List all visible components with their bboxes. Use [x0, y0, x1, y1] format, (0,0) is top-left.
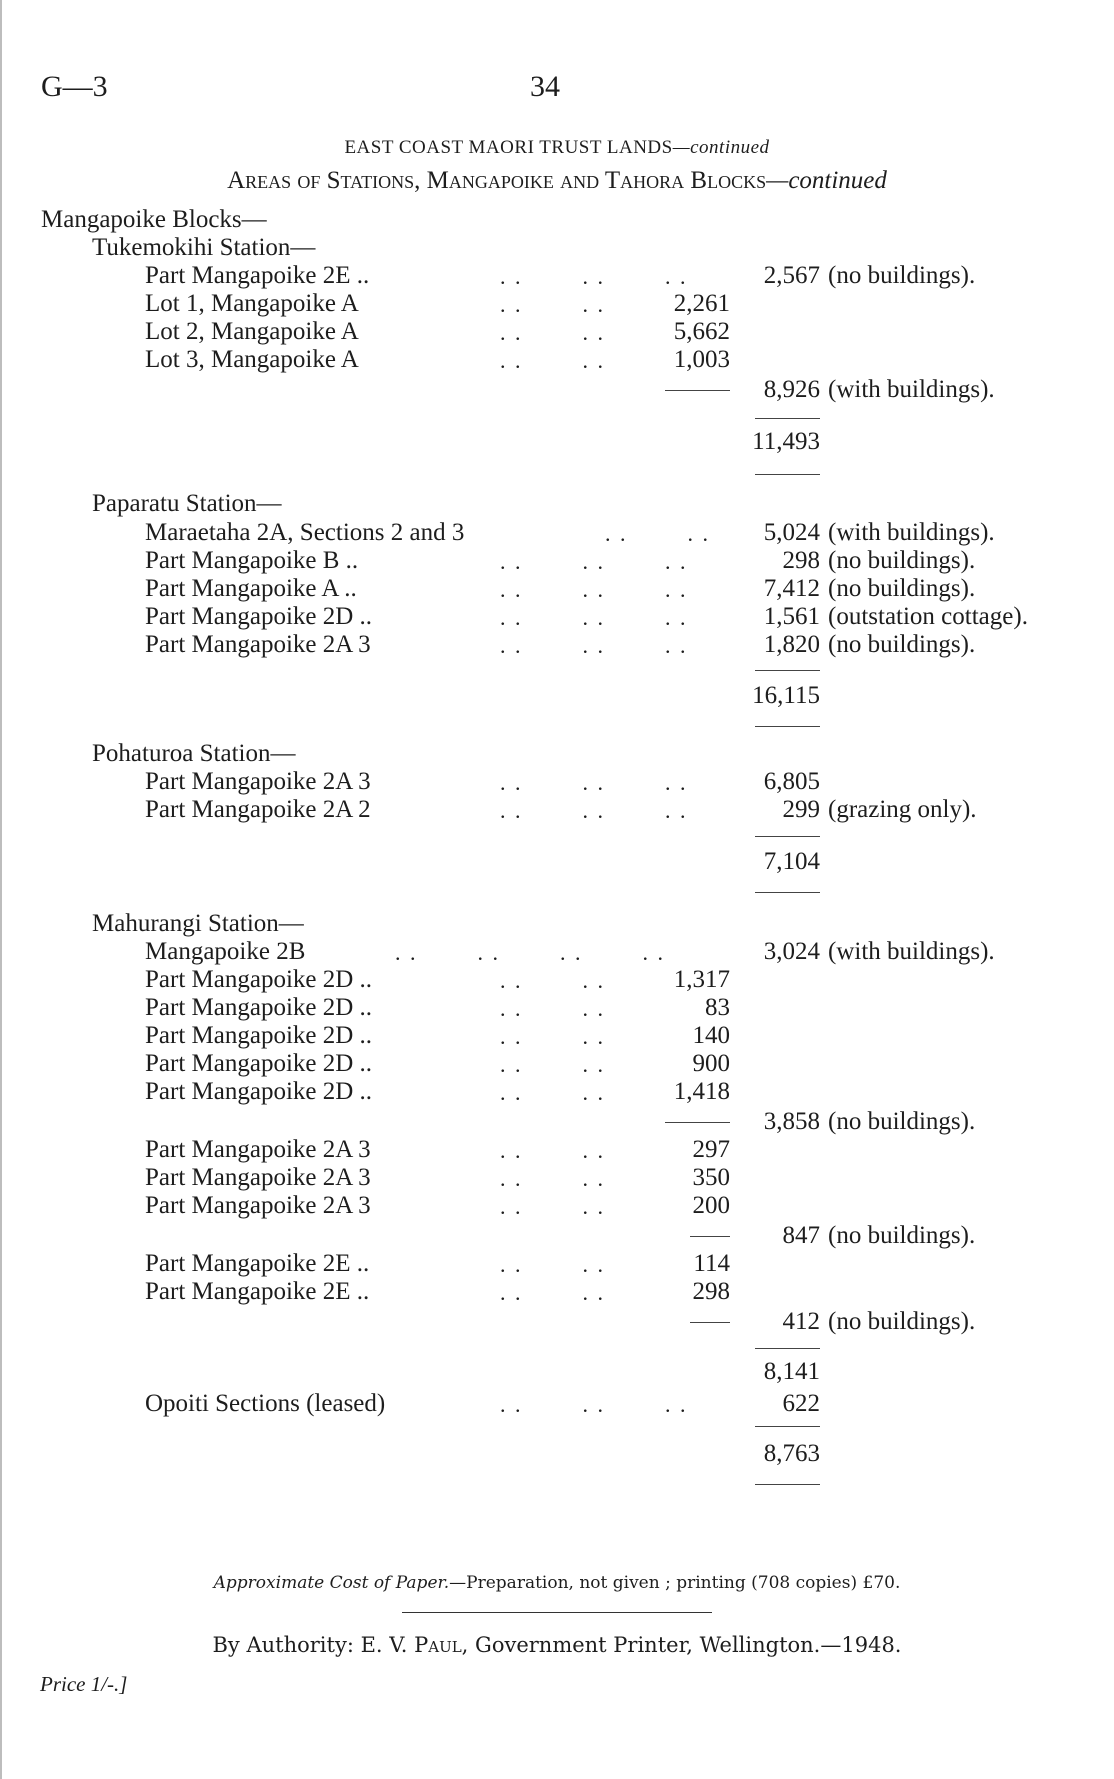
subtotal-note: (no buildings). [828, 1222, 976, 1249]
row-label: Part Mangapoike 2A 3 [145, 1192, 371, 1219]
area-note: (no buildings). [828, 631, 976, 658]
area-value: 83 [705, 994, 730, 1021]
sum-rule [755, 892, 820, 893]
station-total: 16,115 [752, 682, 820, 709]
area-value: 1,561 [763, 603, 820, 630]
sum-rule [755, 1484, 820, 1485]
row-label: Part Mangapoike 2A 3 [145, 1136, 371, 1163]
area-note: (grazing only). [828, 796, 977, 823]
sum-rule [755, 726, 820, 727]
leader-dots: . . . . . . [500, 770, 688, 795]
area-value: 7,412 [763, 575, 820, 602]
sub-title: Areas of Stations, Mangapoike and Tahora Blocks—continued [227, 167, 887, 194]
page-reference: G—3 [41, 70, 108, 103]
sum-rule [665, 1122, 730, 1123]
leader-dots: . . . . [500, 968, 605, 993]
area-value: 2,567 [763, 262, 820, 289]
leader-dots: . . . . [500, 1280, 605, 1305]
grand-total: 8,763 [763, 1440, 820, 1467]
leader-dots: . . . . [500, 1138, 605, 1163]
leader-dots: . . . . [500, 996, 605, 1021]
area-value: 5,024 [763, 519, 820, 546]
station-name: Tukemokihi Station— [92, 234, 316, 261]
area-note: (outstation cottage). [828, 603, 1028, 630]
area-value: 900 [692, 1050, 730, 1077]
row-label: Lot 1, Mangapoike A [145, 290, 359, 317]
leader-dots: . . . . . . [500, 798, 688, 823]
row-label: Part Mangapoike 2A 3 [145, 1164, 371, 1191]
subtotal-value: 8,926 [763, 376, 820, 403]
area-note: (with buildings). [828, 938, 995, 965]
subtotal-note: (no buildings). [828, 1108, 976, 1135]
sum-rule [690, 1236, 730, 1237]
sum-rule [755, 836, 820, 837]
leader-dots: . . . . [500, 1194, 605, 1219]
subtotal-value: 3,858 [763, 1108, 820, 1135]
row-label: Part Mangapoike 2D .. [145, 1022, 373, 1049]
leader-dots: . . . . . . [500, 549, 688, 574]
row-label: Lot 2, Mangapoike A [145, 318, 359, 345]
leader-dots: . . . . [500, 1080, 605, 1105]
row-label: Opoiti Sections (leased) [145, 1390, 386, 1417]
area-note: (with buildings). [828, 519, 995, 546]
leader-dots: . . . . . . [500, 577, 688, 602]
leader-dots: . . . . . . . . [395, 940, 665, 965]
station-total: 7,104 [763, 848, 820, 875]
leader-dots: . . . . [500, 1166, 605, 1191]
row-label: Part Mangapoike 2D .. [145, 603, 373, 630]
row-label: Part Mangapoike 2E .. [145, 1278, 370, 1305]
row-label: Part Mangapoike 2D .. [145, 1078, 373, 1105]
leader-dots: . . . . [500, 348, 605, 373]
station-name: Pohaturoa Station— [92, 740, 296, 767]
subtotal-note: (no buildings). [828, 1308, 976, 1335]
row-label: Part Mangapoike 2D .. [145, 966, 373, 993]
row-label: Part Mangapoike 2D .. [145, 994, 373, 1021]
leader-dots: . . . . . . [500, 605, 688, 630]
sum-rule [755, 1348, 820, 1349]
sum-rule [690, 1322, 730, 1323]
area-value: 297 [692, 1136, 730, 1163]
row-label: Maraetaha 2A, Sections 2 and 3 [145, 519, 465, 546]
leader-dots: . . . . [500, 320, 605, 345]
area-value: 1,820 [763, 631, 820, 658]
area-value: 6,805 [763, 768, 820, 795]
footer-rule [402, 1612, 712, 1613]
station-name: Paparatu Station— [92, 490, 282, 517]
row-label: Part Mangapoike 2A 3 [145, 768, 371, 795]
subtotal-value: 847 [782, 1222, 820, 1249]
station-name: Mahurangi Station— [92, 910, 304, 937]
area-value: 200 [692, 1192, 730, 1219]
price: Price 1/-.] [40, 1672, 128, 1696]
area-value: 622 [782, 1390, 820, 1417]
area-note: (no buildings). [828, 547, 976, 574]
main-title: EAST COAST MAORI TRUST LANDS—continued [344, 137, 770, 158]
leader-dots: . . . . [605, 521, 710, 546]
authority-line: By Authority: E. V. Paul, Government Printer, Wellington.—1948. [212, 1633, 902, 1657]
blocks-heading: Mangapoike Blocks— [41, 206, 267, 233]
subtotal-note: (with buildings). [828, 376, 995, 403]
area-value: 3,024 [763, 938, 820, 965]
leader-dots: . . . . [500, 1052, 605, 1077]
row-label: Part Mangapoike A .. [145, 575, 357, 602]
area-value: 5,662 [673, 318, 730, 345]
leader-dots: . . . . . . [500, 1392, 688, 1417]
subtotal-value: 412 [782, 1308, 820, 1335]
page-number: 34 [530, 70, 560, 103]
station-total: 8,141 [763, 1358, 820, 1385]
row-label: Part Mangapoike 2A 3 [145, 631, 371, 658]
row-label: Mangapoike 2B [145, 938, 306, 965]
leader-dots: . . . . . . [500, 633, 688, 658]
leader-dots: . . . . [500, 1024, 605, 1049]
row-label: Part Mangapoike 2E .. [145, 262, 370, 289]
sum-rule [755, 670, 820, 671]
sum-rule [755, 1426, 820, 1427]
sum-rule [665, 390, 730, 391]
area-value: 299 [782, 796, 820, 823]
cost-note: Approximate Cost of Paper.—Preparation, not given ; printing (708 copies) £70. [213, 1573, 901, 1593]
row-label: Part Mangapoike B .. [145, 547, 359, 574]
row-label: Part Mangapoike 2E .. [145, 1250, 370, 1277]
area-value: 1,418 [673, 1078, 730, 1105]
area-value: 2,261 [673, 290, 730, 317]
row-label: Part Mangapoike 2A 2 [145, 796, 371, 823]
leader-dots: . . . . [500, 292, 605, 317]
area-value: 140 [692, 1022, 730, 1049]
area-value: 298 [782, 547, 820, 574]
area-note: (no buildings). [828, 575, 976, 602]
area-value: 298 [692, 1278, 730, 1305]
area-note: (no buildings). [828, 262, 976, 289]
page-edge [0, 0, 2, 1779]
row-label: Part Mangapoike 2D .. [145, 1050, 373, 1077]
station-total: 11,493 [752, 428, 820, 455]
area-value: 1,003 [673, 346, 730, 373]
area-value: 350 [692, 1164, 730, 1191]
leader-dots: . . . . [500, 1252, 605, 1277]
area-value: 114 [693, 1250, 730, 1277]
leader-dots: . . . . . . [500, 264, 688, 289]
sum-rule [755, 418, 820, 419]
sum-rule [755, 474, 820, 475]
row-label: Lot 3, Mangapoike A [145, 346, 359, 373]
area-value: 1,317 [673, 966, 730, 993]
